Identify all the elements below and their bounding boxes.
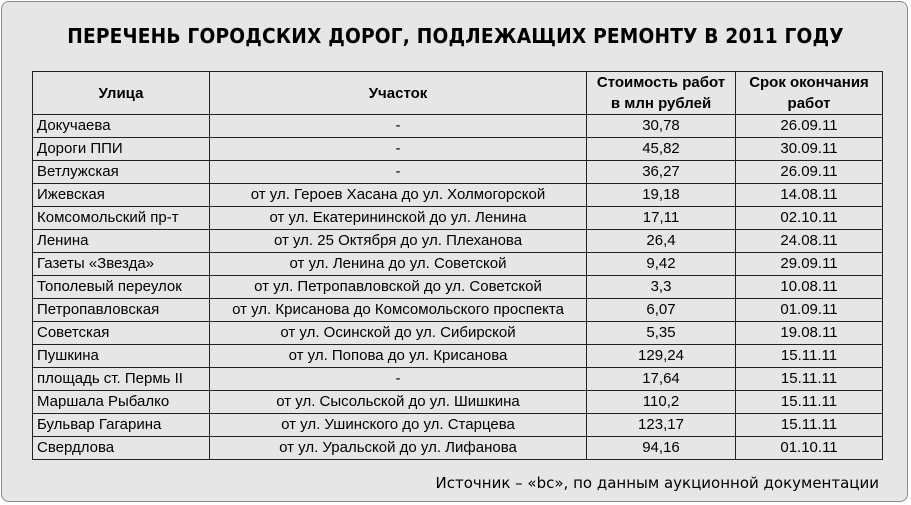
section-cell: от ул. Героев Хасана до ул. Холмогорской: [210, 184, 587, 207]
section-cell: от ул. Ленина до ул. Советской: [210, 253, 587, 276]
street-cell: Дороги ППИ: [33, 138, 210, 161]
table-row: [33, 276, 883, 299]
cost-cell: 45,82: [587, 138, 736, 161]
deadline-cell: 19.08.11: [736, 322, 883, 345]
deadline-cell: 26.09.11: [736, 115, 883, 138]
street-cell: Петропавловская: [33, 299, 210, 322]
street-cell: Докучаева: [33, 115, 210, 138]
table-row: [33, 115, 883, 138]
street-cell: Бульвар Гагарина: [33, 414, 210, 437]
header-cost-line2: в млн рублей: [610, 95, 712, 112]
table-row: [33, 414, 883, 437]
table-row: [33, 207, 883, 230]
roads-table: [32, 71, 883, 460]
table-row: [33, 345, 883, 368]
section-cell: -: [210, 161, 587, 184]
street-cell: Ижевская: [33, 184, 210, 207]
table-row: [33, 391, 883, 414]
header-street: Улица: [33, 72, 210, 115]
header-section: Участок: [210, 72, 587, 115]
deadline-cell: 24.08.11: [736, 230, 883, 253]
header-deadline-line1: Срок окончания: [749, 74, 869, 91]
cost-cell: 9,42: [587, 253, 736, 276]
deadline-cell: 14.08.11: [736, 184, 883, 207]
cost-cell: 36,27: [587, 161, 736, 184]
deadline-cell: 01.10.11: [736, 437, 883, 460]
cost-cell: 6,07: [587, 299, 736, 322]
street-cell: Тополевый переулок: [33, 276, 210, 299]
section-cell: -: [210, 115, 587, 138]
section-cell: от ул. Ушинского до ул. Старцева: [210, 414, 587, 437]
cost-cell: 3,3: [587, 276, 736, 299]
deadline-cell: 02.10.11: [736, 207, 883, 230]
deadline-cell: 15.11.11: [736, 391, 883, 414]
street-cell: Ленина: [33, 230, 210, 253]
infographic-panel: [1, 1, 908, 502]
deadline-cell: 15.11.11: [736, 345, 883, 368]
table-row: [33, 253, 883, 276]
section-cell: -: [210, 368, 587, 391]
source-note: Источник – «bc», по данным аукционной документации: [435, 474, 879, 492]
deadline-cell: 10.08.11: [736, 276, 883, 299]
street-cell: Ветлужская: [33, 161, 210, 184]
table-row: [33, 161, 883, 184]
section-cell: от ул. Уральской до ул. Лифанова: [210, 437, 587, 460]
section-cell: от ул. Екатерининской до ул. Ленина: [210, 207, 587, 230]
header-deadline: [736, 72, 883, 115]
street-cell: Комсомольский пр-т: [33, 207, 210, 230]
cost-cell: 110,2: [587, 391, 736, 414]
cost-cell: 17,64: [587, 368, 736, 391]
header-cost: [587, 72, 736, 115]
table-row: [33, 299, 883, 322]
section-cell: от ул. Сысольской до ул. Шишкина: [210, 391, 587, 414]
section-cell: от ул. Крисанова до Комсомольского проспекта: [210, 299, 587, 322]
deadline-cell: 01.09.11: [736, 299, 883, 322]
section-cell: -: [210, 138, 587, 161]
street-cell: Маршала Рыбалко: [33, 391, 210, 414]
cost-cell: 5,35: [587, 322, 736, 345]
deadline-cell: 26.09.11: [736, 161, 883, 184]
table-row: [33, 368, 883, 391]
header-cost-line1: Стоимость работ: [596, 74, 726, 91]
table-row: [33, 138, 883, 161]
table-row: [33, 437, 883, 460]
street-cell: Пушкина: [33, 345, 210, 368]
deadline-cell: 29.09.11: [736, 253, 883, 276]
section-cell: от ул. 25 Октября до ул. Плеханова: [210, 230, 587, 253]
cost-cell: 19,18: [587, 184, 736, 207]
cost-cell: 26,4: [587, 230, 736, 253]
deadline-cell: 15.11.11: [736, 368, 883, 391]
section-cell: от ул. Попова до ул. Крисанова: [210, 345, 587, 368]
cost-cell: 30,78: [587, 115, 736, 138]
deadline-cell: 15.11.11: [736, 414, 883, 437]
street-cell: Свердлова: [33, 437, 210, 460]
cost-cell: 17,11: [587, 207, 736, 230]
cost-cell: 94,16: [587, 437, 736, 460]
table-row: [33, 322, 883, 345]
cost-cell: 123,17: [587, 414, 736, 437]
street-cell: площадь ст. Пермь II: [33, 368, 210, 391]
deadline-cell: 30.09.11: [736, 138, 883, 161]
section-cell: от ул. Петропавловской до ул. Советской: [210, 276, 587, 299]
header-deadline-line2: работ: [787, 95, 831, 112]
table-row: [33, 230, 883, 253]
cost-cell: 129,24: [587, 345, 736, 368]
street-cell: Газеты «Звезда»: [33, 253, 210, 276]
table-header-row: [33, 72, 883, 115]
street-cell: Советская: [33, 322, 210, 345]
page-title: ПЕРЕЧЕНЬ ГОРОДСКИХ ДОРОГ, ПОДЛЕЖАЩИХ РЕМОНТУ В 2011 ГОДУ: [67, 24, 844, 48]
table-row: [33, 184, 883, 207]
section-cell: от ул. Осинской до ул. Сибирской: [210, 322, 587, 345]
